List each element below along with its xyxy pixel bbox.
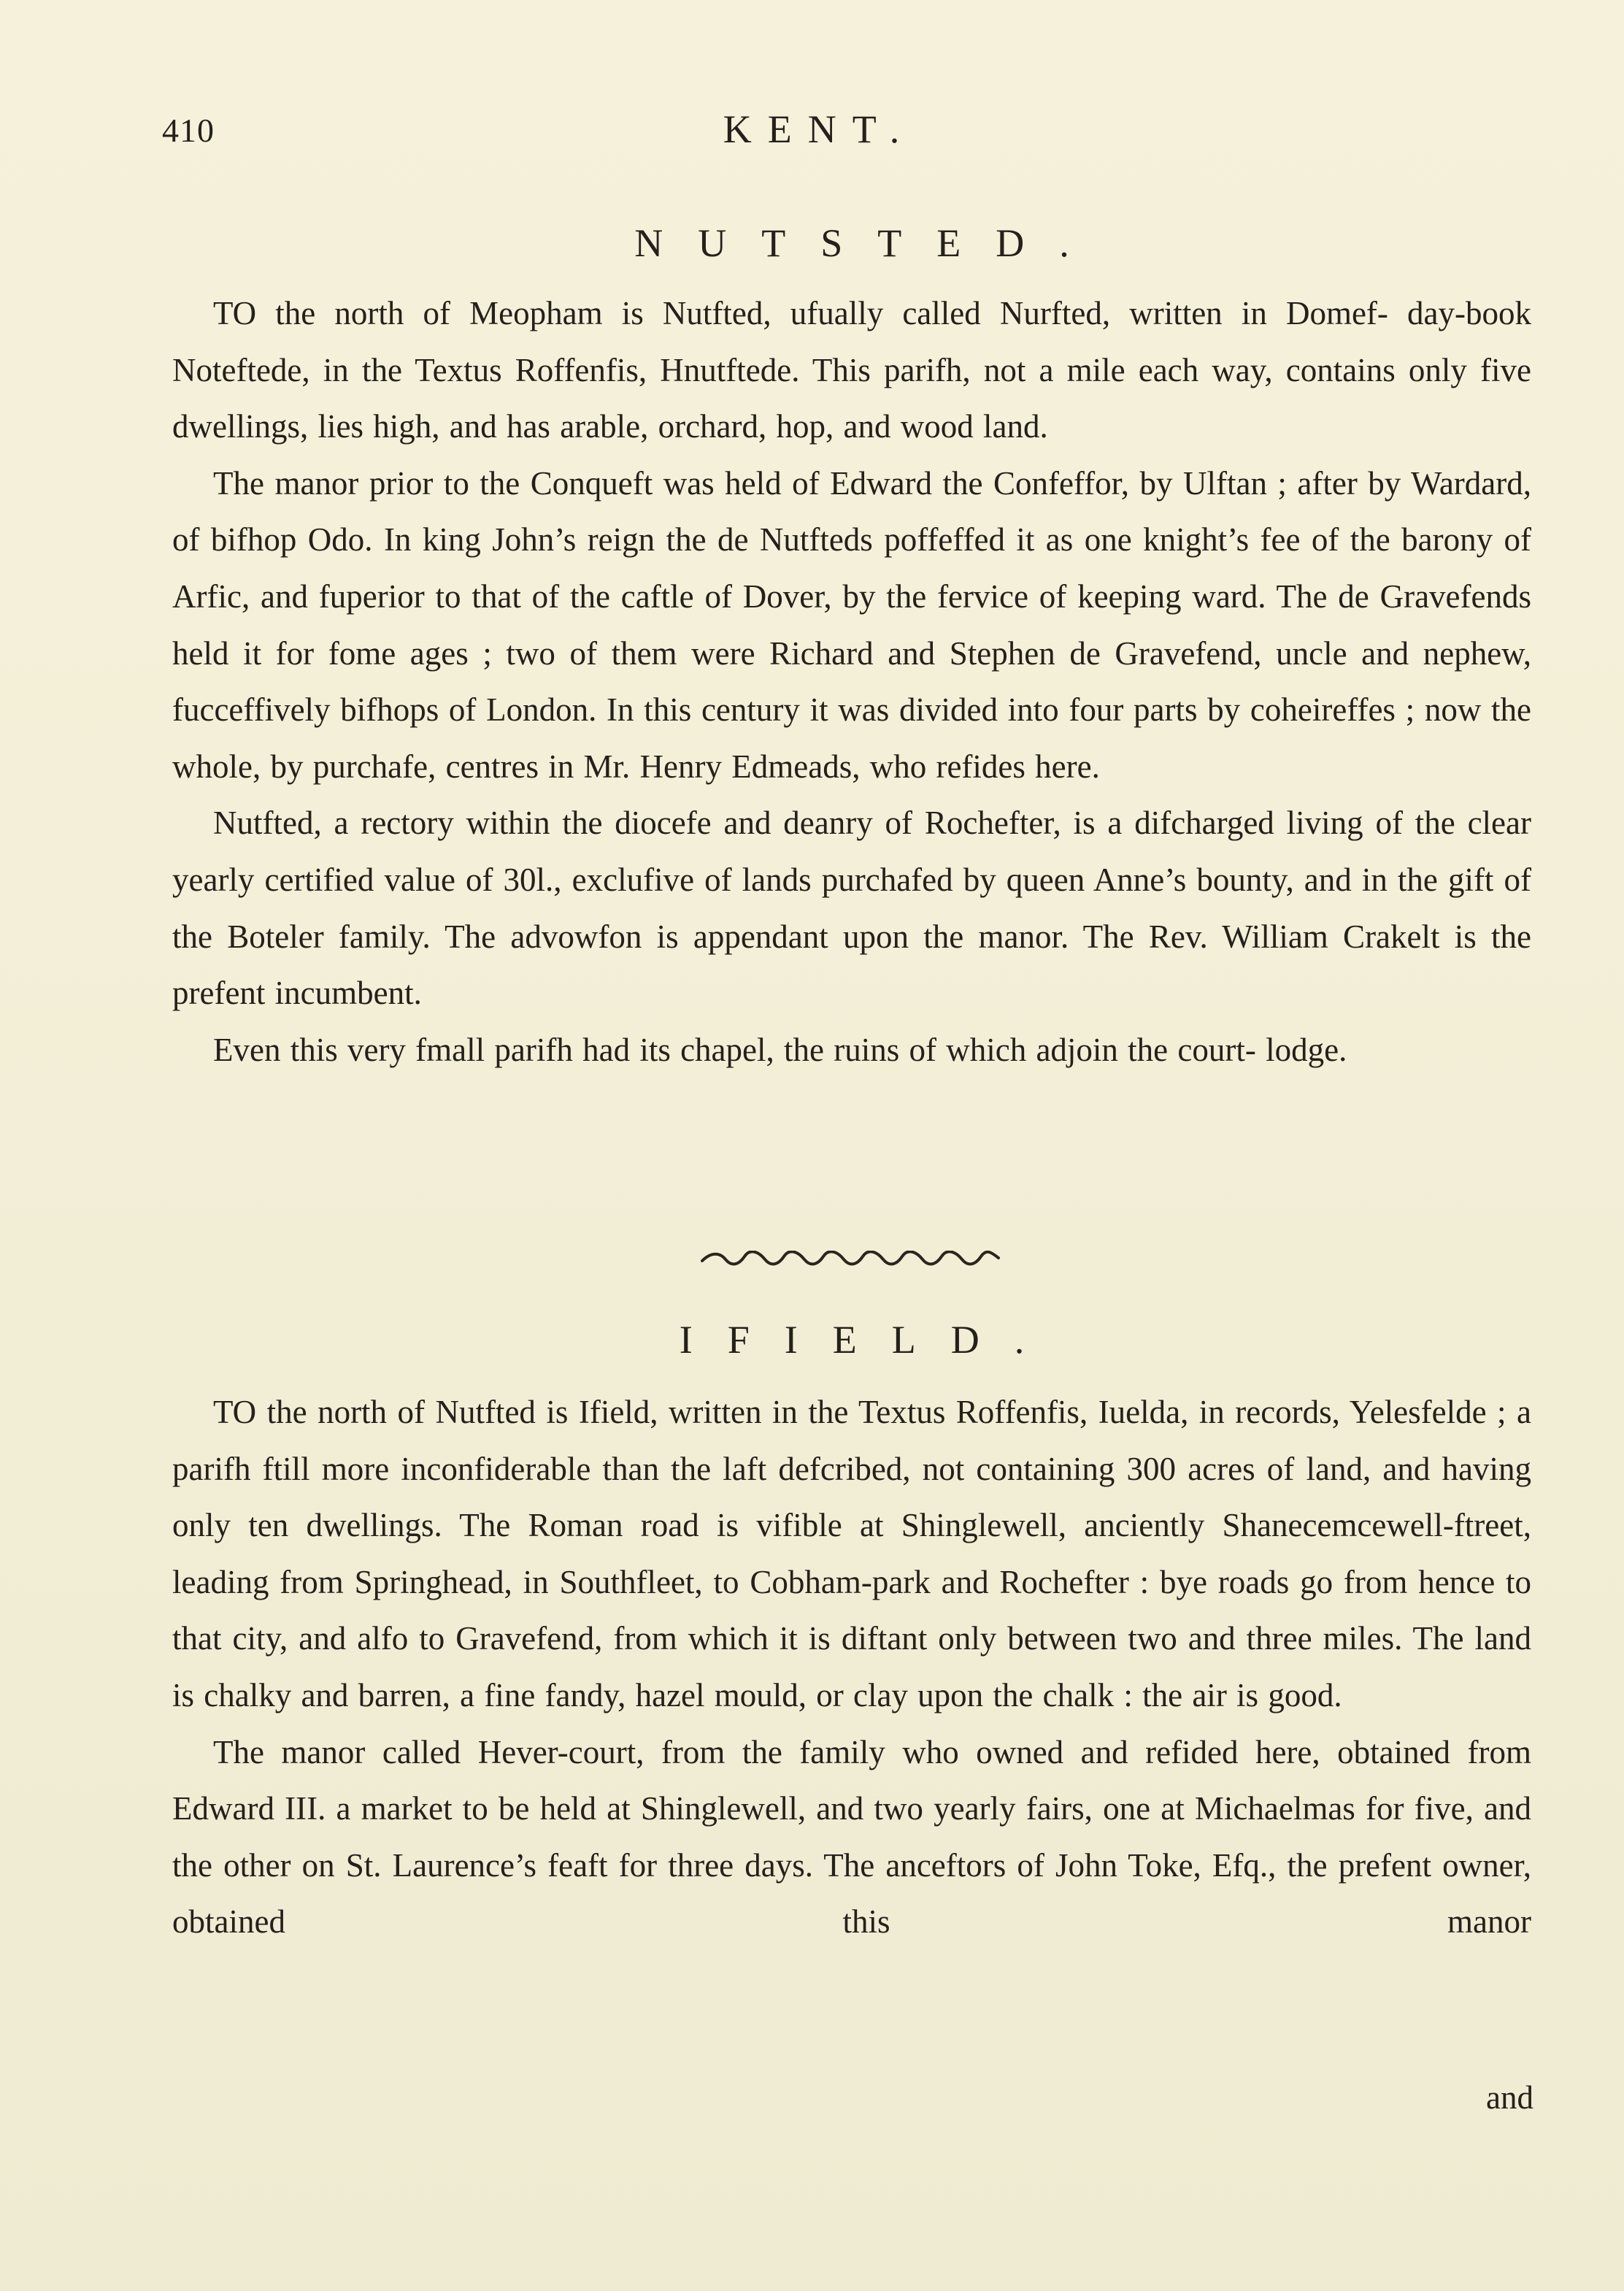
section-nutsted <box>172 220 1531 266</box>
paragraph: The manor prior to the Conqueft was held of Edward the Confeffor, by Ulftan ; after by Wardard, of bifhop Odo. In king John’s reign the de Nutfteds poffeffed it as one knight’s fee of the barony of Arfic, and fuperior to that of the caftle of Dover, by the fervice of keeping ward. The de Gravefends held it for fome ages ; two of them were Richard and Stephen de Gravefend, uncle and nephew, fucceffively bifhops of London. In this century it was divided into four parts by coheireffes ; now the whole, by purchafe, centres in Mr. Henry Edmeads, who refides here. <box>172 464 1531 785</box>
paragraph: TO the north of Nutfted is Ifield, written in the Textus Roffenfis, Iuelda, in records, Yelesfelde ; a parifh ftill more inconfiderable than the laft defcribed, not containing 300 acres of land, and having only ten dwellings. The Roman road is vifible at Shinglewell, anciently Shanecemcewell-ftreet, leading from Springhead, in Southfleet, to Cobham-park and Rochefter : bye roads go from hence to that city, and alfo to Gravefend, from which it is diftant only between two and three miles. The land is chalky and barren, a fine fandy, hazel mould, or clay upon the chalk : the air is good. <box>172 1394 1531 1714</box>
section-title: NUTSTED. <box>634 221 1104 265</box>
running-head: KENT. <box>723 107 916 151</box>
section-ifield <box>172 1317 1531 1362</box>
section-title: IFIELD. <box>679 1318 1060 1362</box>
page-number: 410 <box>162 112 215 149</box>
paragraph: Even this very fmall parifh had its chapel, the ruins of which adjoin the court- lodge. <box>213 1031 1347 1068</box>
catchword: and <box>1486 2079 1533 2116</box>
section-nutsted-body <box>172 285 1531 1078</box>
paragraph: Nutfted, a rectory within the diocefe and deanry of Rochefter, is a difcharged living of the clear yearly certified value of 30l., exclufive of lands purchafed by queen Anne’s bounty, and in the gift of the Boteler family. The advowfon is appendant upon the manor. The Rev. William Crakelt is the prefent incumbent. <box>172 805 1531 1012</box>
paragraph: The manor called Hever-court, from the family who owned and refided here, obtained from Edward III. a market to be held at Shinglewell, and two yearly fairs, one at Michaelmas for five, and the other on St. Laurence’s feaft for three days. The anceftors of John Toke, Efq., the prefent owner, obtained this manor <box>172 1733 1531 1941</box>
paragraph: TO the north of Meopham is Nutfted, ufually called Nurfted, written in Domef- day-book Noteftede, in the Textus Roffenfis, Hnutftede. This parifh, not a mile each way, contains only five dwellings, lies high, and has arable, orchard, hop, and wood land. <box>172 295 1531 445</box>
section-ifield-body <box>172 1384 1531 1951</box>
wavy-rule-ornament-icon <box>701 1251 1000 1267</box>
